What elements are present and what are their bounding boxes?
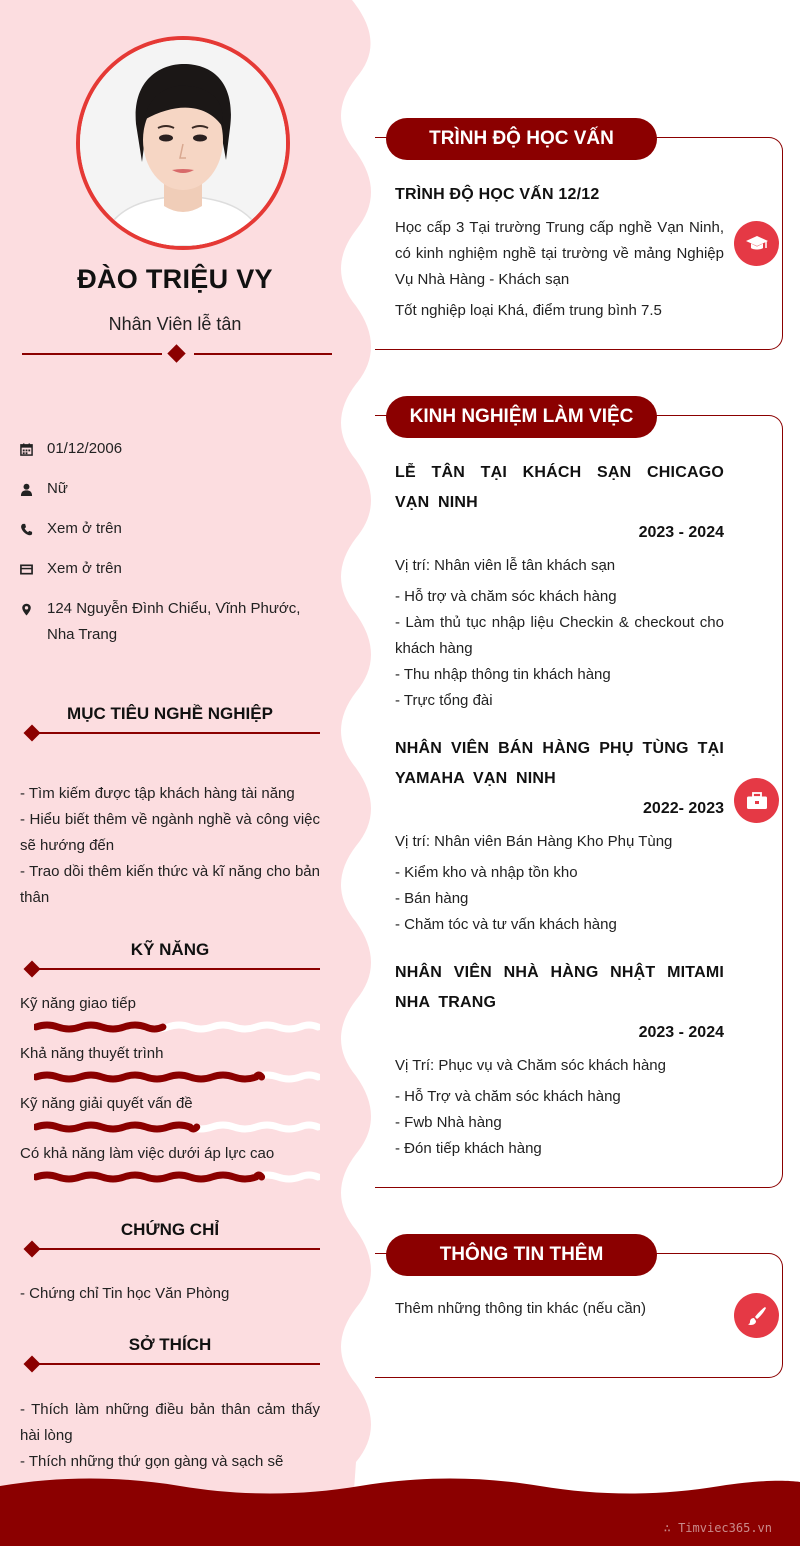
education-result: Tốt nghiệp loại Khá, điểm trung bình 7.5 [395,302,662,319]
additional-text: Thêm những thông tin khác (nếu cần) [395,1300,647,1317]
duty-line: - Hỗ Trợ và chăm sóc khách hàng [395,1088,621,1105]
skill-item [20,1144,320,1184]
duty-line: - Làm thủ tục nhập liệu Checkin & checkout cho khách hàng [395,614,724,657]
job-company: NHÂN VIÊN NHÀ HÀNG NHẬT MITAMI NHA TRANG [395,964,724,1011]
skills-title: KỸ NĂNG [20,940,320,970]
job-company: LỄ TÂN TẠI KHÁCH SẠN CHICAGO VẠN NINH [395,464,724,511]
job-period: 2023 - 2024 [638,1024,724,1041]
hobby-line: - Thích những thứ gọn gàng và sạch sẽ [20,1453,284,1470]
footer-wave [0,1478,800,1546]
job-company: NHÂN VIÊN BÁN HÀNG PHỤ TÙNG TẠI YAMAHA VẠN NINH [395,740,724,787]
job-position: Vị Trí: Phục vụ và Chăm sóc khách hàng [395,1057,666,1074]
duty-line: - Fwb Nhà hàng [395,1114,502,1131]
additional-title: THÔNG TIN THÊM [386,1234,657,1276]
skill-level-bar [34,1170,320,1184]
certificate-line: - Chứng chỉ Tin học Văn Phòng [20,1285,230,1302]
phone-icon [20,516,47,542]
graduation-cap-icon [734,221,779,266]
calendar-icon [20,436,47,462]
sidebar [0,0,372,1546]
duty-line: - Đón tiếp khách hàng [395,1140,542,1157]
watermark-logo: ∴ Timviec365.vn [663,1521,772,1535]
avatar [76,36,290,250]
skill-level-bar [34,1020,320,1034]
objective-line: - Hiểu biết thêm về ngành nghề và công việc sẽ hướng đến [20,811,320,854]
job-duties [395,584,724,714]
education-title: TRÌNH ĐỘ HỌC VẤN [386,118,657,160]
contact-address [20,596,320,648]
objective-line: - Tìm kiếm được tập khách hàng tài năng [20,785,295,802]
skill-item [20,1094,320,1134]
person-icon [20,476,47,502]
education-heading: TRÌNH ĐỘ HỌC VẤN 12/12 [395,186,600,203]
objective-line: - Trao dồi thêm kiến thức và kĩ năng cho bản thân [20,863,320,906]
address-text: 124 Nguyễn Đình Chiểu, Vĩnh Phước, Nha Trang [47,600,301,643]
briefcase-icon [734,778,779,823]
contact-birthday [20,436,320,462]
email-icon [20,556,47,582]
duty-line: - Bán hàng [395,890,469,907]
contact-phone [20,516,320,542]
skill-label: Khả năng thuyết trình [20,1045,164,1062]
certificates-title: CHỨNG CHỈ [20,1220,320,1250]
certificates-text [20,1281,320,1307]
candidate-name: ĐÀO TRIỆU VY [77,264,273,294]
skill-bar-fill [36,1125,197,1129]
phone-text: Xem ở trên [47,520,122,537]
job-title: Nhân Viên lễ tân [108,314,242,334]
duty-line: - Hỗ trợ và chăm sóc khách hàng [395,588,617,605]
skill-label: Có khả năng làm việc dưới áp lực cao [20,1145,275,1162]
location-pin-icon [20,596,47,622]
birthday-text: 01/12/2006 [47,440,123,457]
contact-gender [20,476,320,502]
duty-line: - Kiểm kho và nhập tồn kho [395,864,578,881]
objective-text [20,781,320,911]
hobbies-text [20,1397,320,1475]
hobby-line: - Thích làm những điều bản thân cảm thấy hài lòng [20,1401,320,1444]
skill-bar-fill [36,1025,163,1029]
skill-bar-fill [36,1175,262,1179]
job-period: 2023 - 2024 [638,524,724,541]
name-divider [22,346,332,362]
job-position: Vị trí: Nhân viên lễ tân khách sạn [395,557,616,574]
objective-title: MỤC TIÊU NGHỀ NGHIỆP [20,704,320,734]
job-position: Vị trí: Nhân viên Bán Hàng Kho Phụ Tùng [395,833,673,850]
skill-label: Kỹ năng giao tiếp [20,995,136,1012]
skill-level-bar [34,1070,320,1084]
skill-item [20,1044,320,1084]
skill-item [20,994,320,1034]
brush-icon [734,1293,779,1338]
duty-line: - Chăm tóc và tư vấn khách hàng [395,916,617,933]
skill-level-bar [34,1120,320,1134]
duty-line: - Thu nhập thông tin khách hàng [395,666,611,683]
duty-line: - Trực tổng đài [395,692,493,709]
email-text: Xem ở trên [47,560,122,577]
job-duties [395,860,724,938]
hobbies-title: SỞ THÍCH [20,1335,320,1365]
experience-title: KINH NGHIỆM LÀM VIỆC [386,396,657,438]
education-description: Học cấp 3 Tại trường Trung cấp nghề Vạn Ninh, có kinh nghiệm nghề tại trường về mảng Nghiệp Vụ Nhà Hàng - Khách sạn [395,219,724,288]
skill-bar-fill [36,1075,262,1079]
job-period: 2022- 2023 [643,800,724,817]
job-duties [395,1084,724,1162]
gender-text: Nữ [47,480,68,497]
skill-label: Kỹ năng giải quyết vấn đề [20,1095,193,1112]
contact-list [20,436,320,662]
contact-email [20,556,320,582]
avatar-portrait [80,40,286,246]
